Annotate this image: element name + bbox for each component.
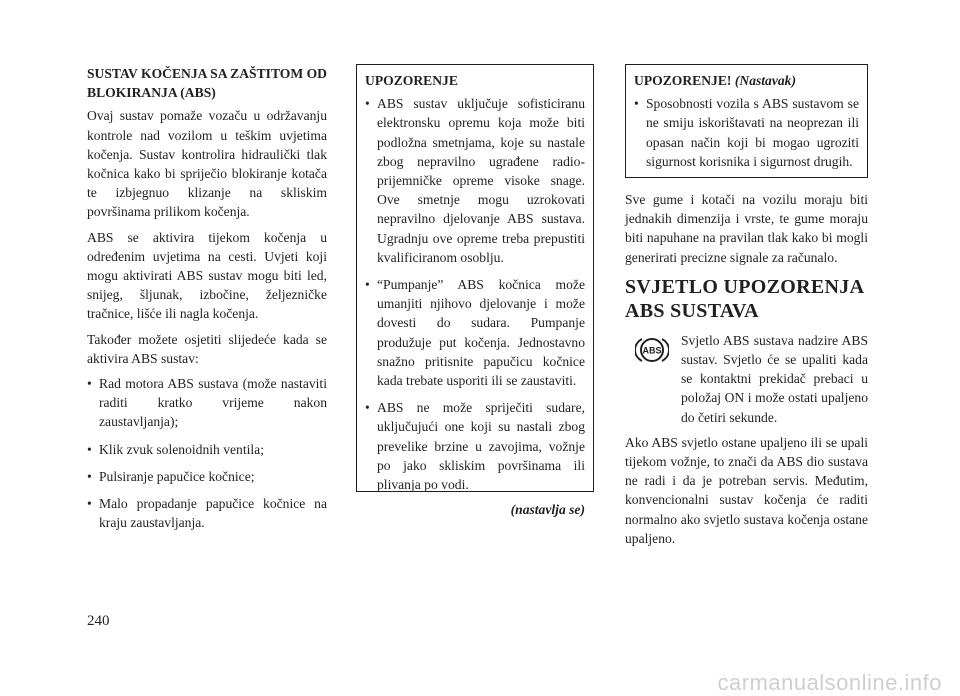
abs-light-paragraph: Svjetlo ABS sustava nadzire ABS sustav. Svjetlo će se upaliti kada se kontaktni prekidač prebaci u položaj ON i može ostati upaljeno do četiri sekunde.	[681, 332, 868, 425]
abs-symptom-list	[87, 374, 327, 532]
abs-warning-light-icon	[635, 333, 669, 367]
warning-box-continued	[625, 64, 868, 178]
abs-feel-paragraph: Također možete osjetiti slijedeće kada se aktivira ABS sustav:	[87, 331, 327, 366]
bullet-icon: •	[365, 96, 370, 112]
list-item: • ABS ne može spriječiti sudare, uključujući one koji su nastali zbog prevelike brzine u zavojima, vožnje po jako skliskim površinama ili plivanja po vodi.	[365, 400, 585, 493]
bullet-icon: •	[365, 277, 370, 293]
warning-box	[356, 64, 594, 518]
tyres-paragraph: Sve gume i kotači na vozilu moraju biti jednakih dimenzija i vrste, te gume moraju biti napuhane na pravilan tlak kako bi mogli generirati precizne signale za računalo.	[625, 192, 868, 265]
abs-activation-paragraph: ABS se aktivira tijekom kočenja u određenim uvjetima na cesti. Uvjeti koji mogu aktivirati ABS sustav mogu biti led, snijeg, šljunak, izbočine, željezničke tračnice, lišće ili nagla kočenja.	[87, 229, 327, 322]
list-item: • ABS sustav uključuje sofisticiranu elektronsku opremu koja može biti podložna smetnjama, koje su nastale zbog nepravilno ugrađene radio-prijemničke opreme visoke snage. Ove smetnje mogu uzrokovati nepravilno djelovanje ABS sustava. Ugradnju ove opreme treba prepustiti kvalificiranom osoblju.	[365, 96, 585, 265]
warning-title: UPOZORENJE	[365, 73, 458, 88]
continued-note: (nastavlja se)	[510, 502, 585, 518]
bullet-icon: •	[87, 496, 92, 512]
list-item: • Sposobnosti vozila s ABS sustavom se ne smiju iskorištavati na neoprezan ili opasan način koji bi mogao ugroziti sigurnost korisnika i sigurnost drugih.	[634, 96, 859, 169]
warning-list	[365, 94, 585, 494]
abs-fault-paragraph: Ako ABS svjetlo ostane upaljeno ili se upali tijekom vožnje, to znači da ABS dio sustava ne radi i da je potreban servis. Međutim, konvencionalni sustav kočenja će raditi normalno ako svjetlo sustava kočenja ostane upaljeno.	[625, 434, 868, 546]
abs-light-block	[625, 331, 868, 427]
bullet-icon: •	[87, 376, 92, 392]
bullet-icon: •	[87, 468, 92, 484]
bullet-icon: •	[634, 96, 639, 112]
bullet-icon: •	[87, 441, 92, 457]
page-number: 240	[87, 613, 110, 629]
middle-column	[356, 64, 594, 518]
warning-list	[634, 94, 859, 171]
abs-intro-paragraph: Ovaj sustav pomaže vozaču u održavanju kontrole nad vozilom u teškim uvjetima kočenja. Sustav kontrolira hidraulički tlak kočnica kako bi spriječio blokiranje kotača te izbjegnuo klizanje na skliskim površinama prilikom kočenja.	[87, 108, 327, 220]
warning-title: UPOZORENJE! (Nastavak)	[634, 73, 797, 88]
list-item: • “Pumpanje” ABS kočnica može umanjiti njihovo djelovanje i može dovesti do sudara. Pumpanje produžuje put kočenja. Jednostavno snažno pritisnite papučicu kočnice kada trebate usporiti ili se zaustaviti.	[365, 277, 585, 389]
abs-section-heading: SUSTAV KOČENJA SA ZAŠTITOM OD BLOKIRANJA (ABS)	[87, 66, 327, 101]
list-item: • Malo propadanje papučice kočnice na kraju zaustavljanja.	[87, 496, 327, 531]
abs-light-heading: SVJETLO UPOZORENJA ABS SUSTAVA	[625, 275, 865, 322]
left-column	[87, 64, 327, 540]
bullet-icon: •	[365, 400, 370, 416]
svg-text:ABS: ABS	[642, 345, 662, 356]
list-item: • Rad motora ABS sustava (može nastaviti raditi kratko vrijeme nakon zaustavljanja);	[87, 376, 327, 430]
list-item: • Klik zvuk solenoidnih ventila;	[87, 440, 327, 459]
list-item: • Pulsiranje papučice kočnice;	[87, 467, 327, 486]
watermark: carmanualsonline.info	[717, 670, 942, 695]
right-column	[625, 64, 868, 554]
